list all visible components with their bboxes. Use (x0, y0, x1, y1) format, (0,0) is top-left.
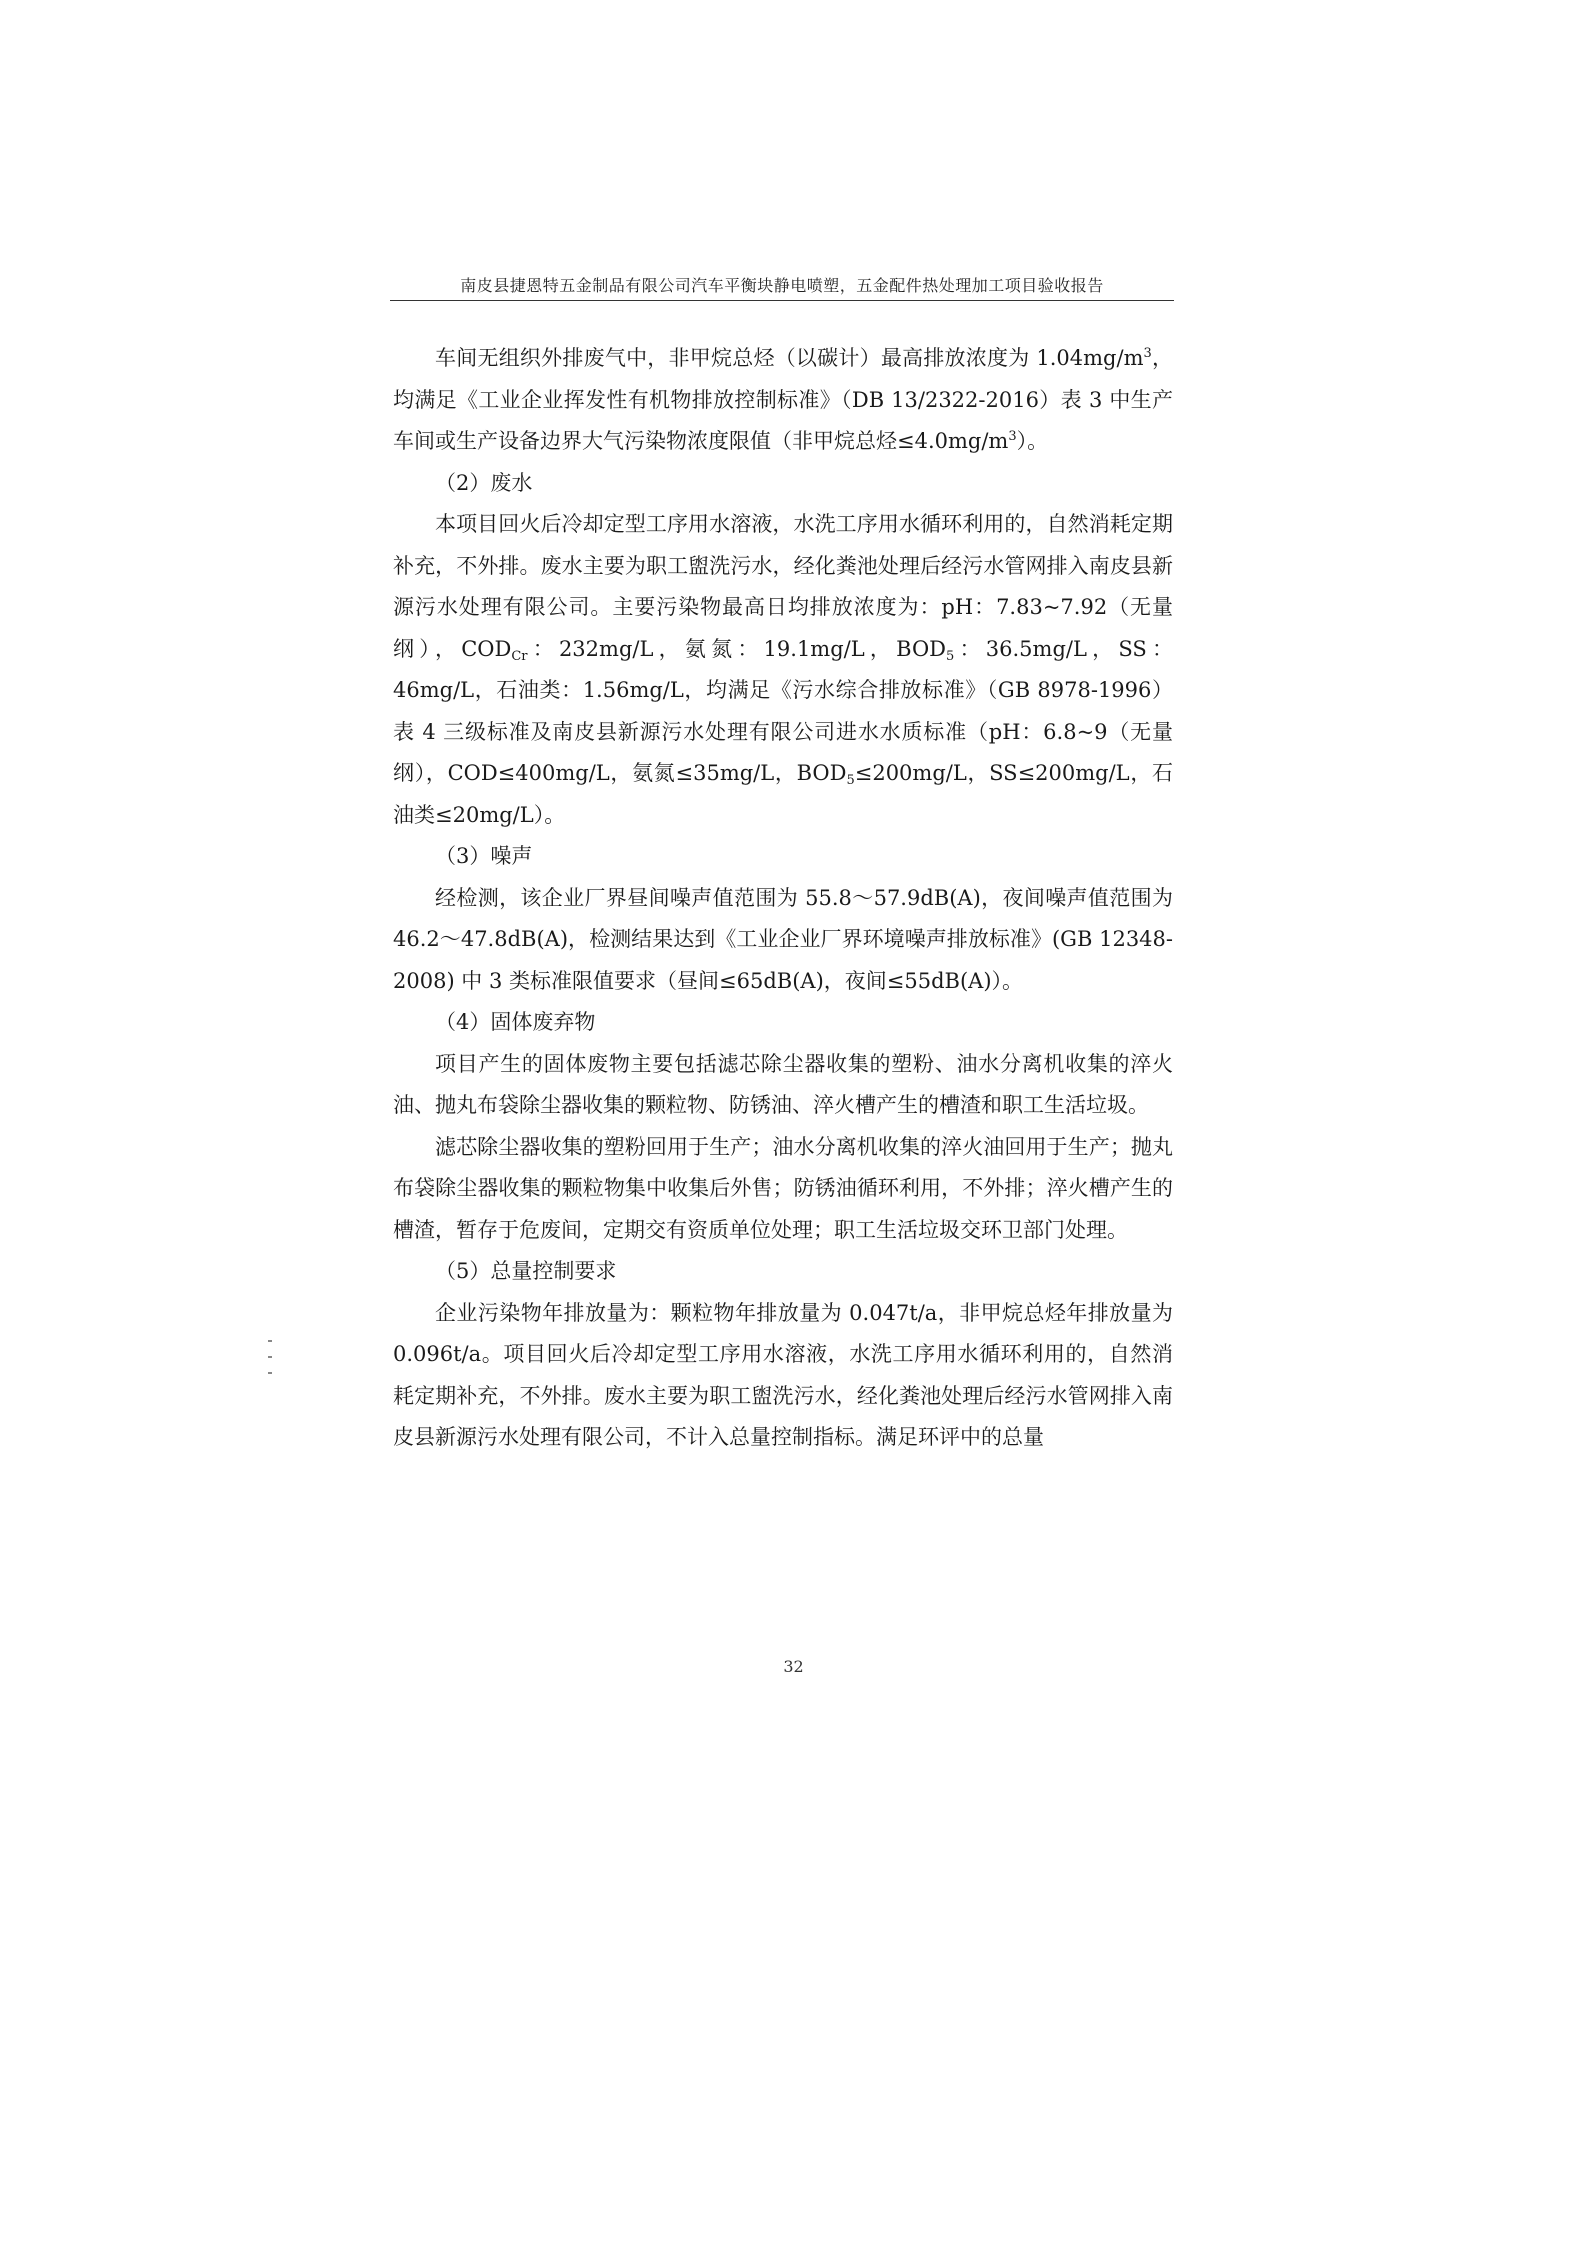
subscript: Cr (511, 648, 528, 664)
subscript: 5 (846, 773, 855, 788)
page-number: 32 (783, 1657, 804, 1676)
superscript: 3 (1008, 429, 1017, 444)
paragraph-solid-waste: 项目产生的固体废物主要包括滤芯除尘器收集的塑粉、油水分离机收集的淬火油、抛丸布袋除尘器收集的颗粒物、防锈油、淬火槽产生的槽渣和职工生活垃圾。 (393, 1051, 1173, 1117)
paragraph-total-control: 企业污染物年排放量为：颗粒物年排放量为 0.047t/a，非甲烷总烃年排放量为 0.096t/a。项目回火后冷却定型工序用水溶液，水洗工序用水循环利用的，自然消耗定期补充，不外排。废水主要为职工盥洗污水，经化粪池处理后经污水管网排入南皮县新源污水处理有限公司，不计入总量控制指标。满足环评中的总量 (393, 1300, 1173, 1449)
text-span: ）。 (1016, 429, 1049, 453)
paragraph-noise: 经检测，该企业厂界昼间噪声值范围为 55.8～57.9dB(A)，夜间噪声值范围为 46.2～47.8dB(A)，检测结果达到《工业企业厂界环境噪声排放标准》(GB 12348-2008) 中 3 类标准限值要求（昼间≤65dB(A)，夜间≤55dB(A)）。 (393, 885, 1173, 993)
text-span: 车间无组织外排废气中，非甲烷总烃（以碳计）最高排放浓度为 1.04mg/m (435, 346, 1144, 370)
paragraph-exhaust (393, 338, 1173, 463)
scan-mark (268, 1372, 272, 1374)
scan-mark (268, 1356, 272, 1358)
report-body (393, 338, 1173, 1459)
scan-mark (268, 1340, 272, 1342)
paragraph-solid-waste-disposal: 滤芯除尘器收集的塑粉回用于生产；油水分离机收集的淬火油回用于生产；抛丸布袋除尘器收集的颗粒物集中收集后外售；防锈油循环利用，不外排；淬火槽产生的槽渣，暂存于危废间，定期交有资质单位处理；职工生活垃圾交环卫部门处理。 (393, 1134, 1173, 1242)
text-span: ：232mg/L，氨氮：19.1mg/L，BOD (527, 636, 947, 661)
text-span: 本项目回火后冷却定型工序用水溶液，水洗工序用水循环利用的，自然消耗定期补充，不外排。废水主要为职工盥洗污水，经化粪池处理后经污水管网排入南皮县新源污水处理有限公司。主要污染物最高日均排放浓度为：pH：7.83~7.92（无量纲），COD (393, 512, 1173, 661)
section-heading-total-control: （5）总量控制要求 (435, 1259, 617, 1283)
text-span: ≤200mg/L，SS≤200mg/L，石油类≤20mg/L）。 (393, 761, 1174, 827)
section-heading-noise: （3）噪声 (435, 844, 533, 868)
text-span: ：36.5mg/L，SS：46mg/L，石油类：1.56mg/L，均满足《污水综合排放标准》（GB 8978-1996）表 4 三级标准及南皮县新源污水处理有限公司进水水质标准（pH：6.8~9（无量纲），COD≤400mg/L，氨氮≤35mg/L，BOD (393, 636, 1173, 785)
scan-margin-marks (268, 1340, 274, 1420)
superscript: 3 (1143, 346, 1152, 361)
header-divider (390, 300, 1174, 301)
section-heading-solid-waste: （4）固体废弃物 (435, 1010, 596, 1034)
paragraph-wastewater (393, 504, 1173, 836)
text-span: ，均满足《工业企业挥发性有机物排放控制标准》（DB 13/2322-2016）表 3 中生产车间或生产设备边界大气污染物浓度限值（非甲烷总烃≤4.0mg/m (393, 346, 1173, 453)
report-header: 南皮县捷恩特五金制品有限公司汽车平衡块静电喷塑，五金配件热处理加工项目验收报告 (460, 276, 1104, 295)
section-heading-wastewater: （2）废水 (435, 470, 533, 495)
subscript: 5 (946, 648, 955, 664)
